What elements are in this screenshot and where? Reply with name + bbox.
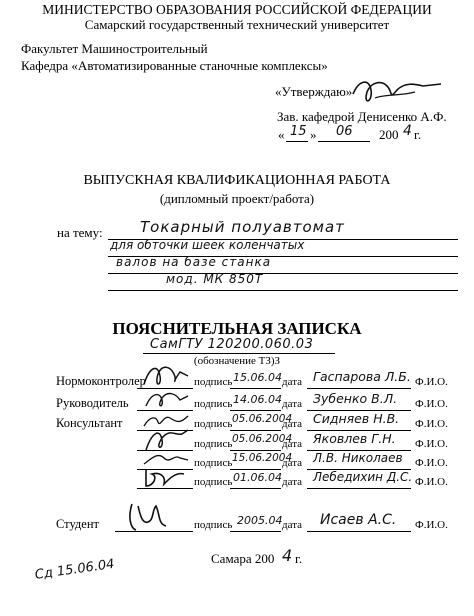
sign-date: 05.06.2004 <box>232 413 293 425</box>
fio-label: Ф.И.О. <box>415 457 448 469</box>
faculty-name: Факультет Машиностроительный <box>21 41 208 56</box>
date-label: дата <box>282 376 303 388</box>
city-year-digit: 4 <box>282 546 293 565</box>
topic-line-2: для обточки шеек коленчатых <box>110 238 305 252</box>
fio-label: Ф.И.О. <box>415 418 448 430</box>
date-quote-open: « <box>278 127 285 142</box>
document-code-caption: (обозначение ТЗ)З <box>193 355 281 367</box>
sign-date: 15.06.04 <box>233 371 282 384</box>
topic-label: на тему: <box>57 225 103 240</box>
sign-name: Гаспарова Л.Б. <box>313 369 411 384</box>
approval-day: 15 <box>290 124 307 139</box>
ministry-title: МИНИСТЕРСТВО ОБРАЗОВАНИЯ РОССИЙСКОЙ ФЕДЕРАЦИИ <box>42 2 432 17</box>
topic-line-3: валов на базе станка <box>116 255 272 269</box>
approval-year-suffix: г. <box>414 127 422 142</box>
sign-label: подпись <box>194 438 233 450</box>
approval-year-digit: 4 <box>403 123 412 139</box>
sign-name: Зубенко В.Л. <box>313 391 398 406</box>
sign-label: подпись <box>194 457 233 469</box>
sign-label: подпись <box>194 418 233 430</box>
sign-role: Руководитель <box>56 396 129 410</box>
sign-label: подпись <box>194 476 233 488</box>
fio-label: Ф.И.О. <box>415 376 448 388</box>
date-label: дата <box>282 438 303 450</box>
signature-1 <box>140 388 190 412</box>
date-label: дата <box>282 398 303 410</box>
university-name: Самарский государственный технический университет <box>84 17 390 32</box>
student-sign-label: подпись <box>194 519 233 531</box>
city-year-suffix: г. <box>295 551 303 566</box>
approve-label: «Утверждаю» <box>275 84 353 99</box>
approval-month: 06 <box>336 124 353 139</box>
fio-label: Ф.И.О. <box>415 438 448 450</box>
sign-name: Лебедихин Д.С. <box>313 470 413 484</box>
sign-role: Нормоконтролер <box>56 374 146 388</box>
sign-label: подпись <box>194 398 233 410</box>
city-year-prefix: Самара 200 <box>211 551 275 566</box>
fio-label: Ф.И.О. <box>415 476 448 488</box>
head-signature <box>345 76 445 110</box>
student-date: 2005.04 <box>237 514 283 527</box>
sign-date: 01.06.04 <box>233 471 282 484</box>
margin-note: Сд 15.06.04 <box>34 556 116 583</box>
date-quote-close: » <box>310 127 317 142</box>
head-of-department: Зав. кафедрой Денисенко А.Ф. <box>277 109 447 124</box>
sign-date: 14.06.04 <box>233 393 282 406</box>
fio-label: Ф.И.О. <box>415 398 448 410</box>
sign-role: Консультант <box>56 416 123 430</box>
department-name: Кафедра «Автоматизированные станочные комплексы» <box>21 58 328 73</box>
sign-name: Яковлев Г.Н. <box>313 431 396 446</box>
student-date-label: дата <box>282 519 303 531</box>
note-title: ПОЯСНИТЕЛЬНАЯ ЗАПИСКА <box>112 319 362 338</box>
student-fio-label: Ф.И.О. <box>415 519 448 531</box>
student-role: Студент <box>56 517 99 531</box>
date-label: дата <box>282 418 303 430</box>
sign-date: 05.06.2004 <box>232 433 293 445</box>
topic-line-1: Токарный полуавтомат <box>140 218 345 236</box>
document-code: СамГТУ 120200.060.03 <box>150 337 314 352</box>
work-subtitle: (дипломный проект/работа) <box>159 191 315 206</box>
signature-0 <box>140 362 190 390</box>
sign-date: 15.06.2004 <box>232 452 293 464</box>
work-title: ВЫПУСКНАЯ КВАЛИФИКАЦИОННАЯ РАБОТА <box>83 173 391 188</box>
sign-label: подпись <box>194 376 233 388</box>
sign-name: Сидняев Н.В. <box>313 411 400 426</box>
topic-line-4: мод. МК 850Т <box>166 272 264 286</box>
signature-5 <box>140 466 190 490</box>
date-label: дата <box>282 457 303 469</box>
date-label: дата <box>282 476 303 488</box>
sign-name: Л.В. Николаев <box>313 451 403 465</box>
approval-year-prefix: 200 <box>379 127 399 142</box>
student-name: Исаев А.С. <box>320 512 397 528</box>
